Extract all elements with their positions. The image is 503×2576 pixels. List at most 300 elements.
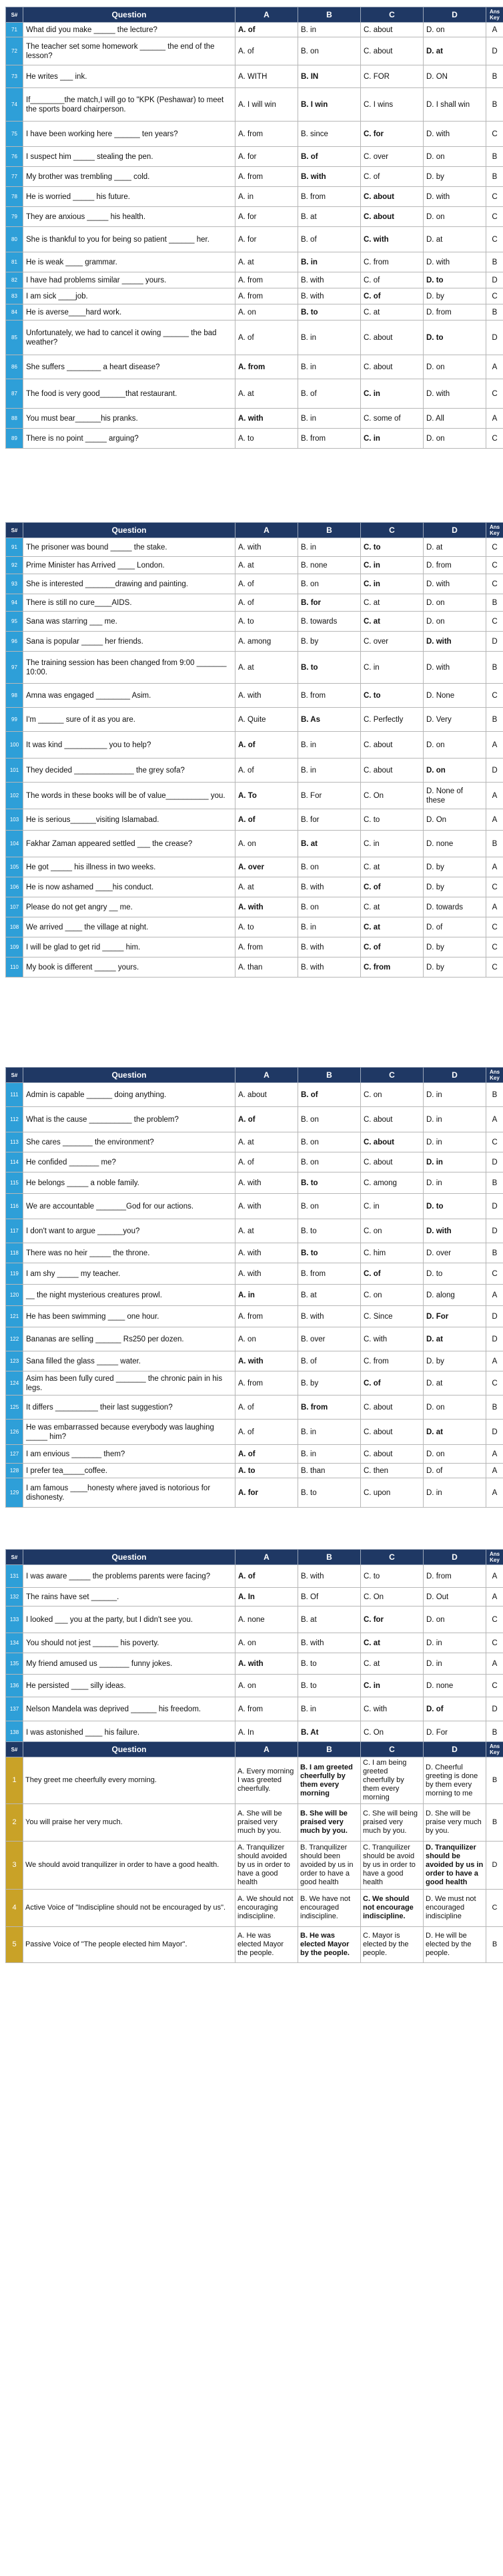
sn: 80	[6, 227, 23, 252]
option-d: D. by	[424, 877, 486, 897]
option-c: C. about	[361, 1152, 424, 1172]
table-row	[6, 1890, 503, 1927]
option-b: B. with	[298, 272, 361, 288]
answer-key: C	[486, 1890, 503, 1927]
table-row	[6, 1757, 503, 1804]
option-d: D. of	[424, 1697, 486, 1721]
answer-key: B	[486, 1083, 503, 1107]
sn: 131	[6, 1565, 23, 1588]
option-a: A. from	[235, 355, 298, 379]
option-b: B. with	[298, 1633, 361, 1653]
header-c: C	[361, 523, 424, 538]
option-b: B. in	[298, 1420, 361, 1445]
option-a: A. with	[235, 409, 298, 429]
option-d: D. at	[424, 1371, 486, 1396]
option-a: A. In	[235, 1588, 298, 1606]
option-d: D. with	[424, 632, 486, 652]
option-d: D. by	[424, 288, 486, 304]
question: She is interested _______drawing and painting.	[23, 574, 235, 594]
option-b: B. at	[298, 1285, 361, 1306]
answer-key: C	[486, 1371, 503, 1396]
option-a: A. from	[235, 1306, 298, 1327]
option-d: D. by	[424, 857, 486, 877]
option-b: B. on	[298, 574, 361, 594]
option-b: B. She will be praised very much by you.	[298, 1804, 361, 1842]
answer-key: C	[486, 122, 503, 147]
option-b: B. to	[298, 1219, 361, 1243]
option-a: A. on	[235, 831, 298, 857]
answer-key: B	[486, 147, 503, 167]
option-b: B. Tranquilizer should been avoided by us in order to have a good health	[298, 1842, 361, 1890]
mcq-section-3	[5, 1067, 499, 1508]
option-c: C. about	[361, 37, 424, 65]
option-d: D. Tranquilizer should be avoided by us in order to have a good health	[424, 1842, 486, 1890]
answer-key: C	[486, 1132, 503, 1152]
option-d: D. ON	[424, 65, 486, 88]
option-b: B. He was elected Mayor by the people.	[298, 1927, 361, 1963]
option-d: D. by	[424, 1351, 486, 1371]
option-a: A. at	[235, 252, 298, 272]
option-b: B. to	[298, 652, 361, 684]
answer-key: A	[486, 1478, 503, 1508]
option-c: C. in	[361, 831, 424, 857]
option-a: A. than	[235, 957, 298, 978]
option-b: B. IN	[298, 65, 361, 88]
option-a: A. of	[235, 732, 298, 759]
sn: 72	[6, 37, 23, 65]
table-row	[6, 877, 503, 897]
answer-key: C	[486, 1263, 503, 1285]
option-d: D. For	[424, 1306, 486, 1327]
sn: 119	[6, 1263, 23, 1285]
sn: 110	[6, 957, 23, 978]
option-c: C. him	[361, 1243, 424, 1263]
option-b: B. in	[298, 355, 361, 379]
table-row	[6, 1263, 503, 1285]
sn: 83	[6, 288, 23, 304]
option-c: C. in	[361, 1675, 424, 1697]
mcq-table	[5, 7, 503, 449]
question: Prime Minister has Arrived ____ London.	[23, 557, 235, 574]
answer-key: C	[486, 937, 503, 957]
question: I am envious _______ them?	[23, 1445, 235, 1464]
table-row	[6, 1243, 503, 1263]
sn: 125	[6, 1396, 23, 1420]
option-b: B. in	[298, 759, 361, 783]
table-row	[6, 379, 503, 409]
sn: 92	[6, 557, 23, 574]
table-row	[6, 809, 503, 831]
option-b: B. For	[298, 783, 361, 809]
option-c: C. in	[361, 1194, 424, 1219]
header-sn: S#	[6, 1550, 23, 1565]
option-c: C. with	[361, 227, 424, 252]
answer-key: B	[486, 831, 503, 857]
option-b: B. none	[298, 557, 361, 574]
table-row	[6, 429, 503, 449]
question: She is thankful to you for being so patient ______ her.	[23, 227, 235, 252]
sn: 100	[6, 732, 23, 759]
answer-key: B	[486, 1396, 503, 1420]
option-c: C. of	[361, 937, 424, 957]
option-a: A. to	[235, 429, 298, 449]
header-ans: Ans Key	[486, 7, 503, 23]
option-c: C. about	[361, 1107, 424, 1132]
option-b: B. Of	[298, 1588, 361, 1606]
sn: 91	[6, 538, 23, 557]
table-row	[6, 538, 503, 557]
option-a: A. to	[235, 612, 298, 632]
option-b: B. from	[298, 1396, 361, 1420]
question: Amna was engaged ________ Asim.	[23, 684, 235, 708]
option-d: D. from	[424, 1565, 486, 1588]
option-d: D. in	[424, 1653, 486, 1675]
option-d: D. at	[424, 227, 486, 252]
option-d: D. by	[424, 957, 486, 978]
option-c: C. I am being greeted cheerfully by them every morning	[361, 1757, 424, 1804]
answer-key: B	[486, 1243, 503, 1263]
sn: 95	[6, 612, 23, 632]
question: She cares _______ the environment?	[23, 1132, 235, 1152]
question: He persisted ____ silly ideas.	[23, 1675, 235, 1697]
option-b: B. At	[298, 1721, 361, 1744]
question: I looked ___ you at the party, but I didn't see you.	[23, 1606, 235, 1633]
table-row	[6, 917, 503, 937]
option-b: B. at	[298, 207, 361, 227]
option-a: A. Every morning I was greeted cheerfully.	[235, 1757, 298, 1804]
option-c: C. Since	[361, 1306, 424, 1327]
sn: 4	[6, 1890, 23, 1927]
answer-key: A	[486, 1565, 503, 1588]
option-a: A. Tranquilizer should avoided by us in order to have a good health	[235, 1842, 298, 1890]
answer-key: A	[486, 1464, 503, 1478]
option-b: B. at	[298, 1606, 361, 1633]
answer-key: A	[486, 783, 503, 809]
question: He was embarrassed because everybody was laughing _____ him?	[23, 1420, 235, 1445]
answer-key: D	[486, 37, 503, 65]
answer-key: C	[486, 207, 503, 227]
option-a: A. with	[235, 1194, 298, 1219]
question: You should not jest ______ his poverty.	[23, 1633, 235, 1653]
question: I am shy _____ my teacher.	[23, 1263, 235, 1285]
option-b: B. with	[298, 1306, 361, 1327]
option-c: C. from	[361, 1351, 424, 1371]
table-row	[6, 288, 503, 304]
question: I suspect him _____ stealing the pen.	[23, 147, 235, 167]
sn: 135	[6, 1653, 23, 1675]
question: We should avoid tranquilizer in order to have a good health.	[23, 1842, 235, 1890]
option-a: A. in	[235, 187, 298, 207]
header-ans: Ans Key	[486, 523, 503, 538]
sn: 99	[6, 708, 23, 732]
option-d: D. at	[424, 538, 486, 557]
sn: 88	[6, 409, 23, 429]
option-c: C. for	[361, 122, 424, 147]
question: He has been swimming ____ one hour.	[23, 1306, 235, 1327]
question: Fakhar Zaman appeared settled ___ the crease?	[23, 831, 235, 857]
option-d: D. We must not encouraged indiscipline	[424, 1890, 486, 1927]
question: There was no heir _____ the throne.	[23, 1243, 235, 1263]
question: I'm ______ sure of it as you are.	[23, 708, 235, 732]
option-a: A. with	[235, 1263, 298, 1285]
option-a: A. from	[235, 272, 298, 288]
option-a: A. with	[235, 1172, 298, 1194]
option-b: B. We have not encouraged indiscipline.	[298, 1890, 361, 1927]
question: Sana is popular _____ her friends.	[23, 632, 235, 652]
question: Asim has been fully cured _______ the chronic pain in his legs.	[23, 1371, 235, 1396]
answer-key: D	[486, 1327, 503, 1351]
table-row	[6, 1478, 503, 1508]
answer-key: D	[486, 272, 503, 288]
option-a: A. of	[235, 37, 298, 65]
table-row	[6, 252, 503, 272]
option-c: C. about	[361, 1420, 424, 1445]
sn: 84	[6, 304, 23, 320]
option-b: B. of	[298, 1083, 361, 1107]
answer-key: A	[486, 1285, 503, 1306]
option-a: A. on	[235, 1675, 298, 1697]
header-a: A	[235, 1550, 298, 1565]
option-c: C. on	[361, 1219, 424, 1243]
sn: 136	[6, 1675, 23, 1697]
answer-key: A	[486, 409, 503, 429]
sn: 115	[6, 1172, 23, 1194]
table-row	[6, 1804, 503, 1842]
option-d: D. to	[424, 272, 486, 288]
sn: 97	[6, 652, 23, 684]
answer-key: B	[486, 1804, 503, 1842]
option-a: A. In	[235, 1721, 298, 1744]
option-b: B. in	[298, 1445, 361, 1464]
option-d: D. over	[424, 1243, 486, 1263]
option-b: B. for	[298, 594, 361, 612]
option-d: D. along	[424, 1285, 486, 1306]
option-d: D. He will be elected by the people.	[424, 1927, 486, 1963]
option-b: B. over	[298, 1327, 361, 1351]
option-b: B. than	[298, 1464, 361, 1478]
option-d: D. in	[424, 1172, 486, 1194]
table-row	[6, 574, 503, 594]
table-row	[6, 1675, 503, 1697]
table-row	[6, 355, 503, 379]
option-d: D. by	[424, 937, 486, 957]
option-d: D. Very	[424, 708, 486, 732]
table-row	[6, 37, 503, 65]
table-row	[6, 272, 503, 288]
sn: 105	[6, 857, 23, 877]
table-row	[6, 1633, 503, 1653]
option-a: A. of	[235, 1445, 298, 1464]
option-c: C. with	[361, 1697, 424, 1721]
header-c: C	[361, 1742, 424, 1757]
option-b: B. from	[298, 684, 361, 708]
table-row	[6, 147, 503, 167]
option-c: C. on	[361, 1285, 424, 1306]
option-d: D. in	[424, 1478, 486, 1508]
option-c: C. from	[361, 252, 424, 272]
header-d: D	[424, 1068, 486, 1083]
sn: 87	[6, 379, 23, 409]
answer-key: A	[486, 1445, 503, 1464]
option-d: D. on	[424, 594, 486, 612]
option-c: C. Tranquilizer should be avoid by us in order to have a good health	[361, 1842, 424, 1890]
question: Sana was starring ___ me.	[23, 612, 235, 632]
option-a: A. I will win	[235, 88, 298, 122]
question: He confided _______ me?	[23, 1152, 235, 1172]
option-c: C. at	[361, 594, 424, 612]
option-b: B. to	[298, 304, 361, 320]
option-c: C. on	[361, 1083, 424, 1107]
question: I have been working here ______ ten years?	[23, 122, 235, 147]
answer-key: B	[486, 1927, 503, 1963]
question: He is worried _____ his future.	[23, 187, 235, 207]
option-c: C. of	[361, 877, 424, 897]
option-b: B. at	[298, 831, 361, 857]
option-b: B. to	[298, 1675, 361, 1697]
question: She suffers ________ a heart disease?	[23, 355, 235, 379]
header-question: Question	[23, 523, 235, 538]
option-a: A. To	[235, 783, 298, 809]
sn: 112	[6, 1107, 23, 1132]
option-b: B. with	[298, 167, 361, 187]
option-c: C. upon	[361, 1478, 424, 1508]
question: There is still no cure____AIDS.	[23, 594, 235, 612]
answer-key: A	[486, 857, 503, 877]
option-b: B. of	[298, 147, 361, 167]
answer-key: A	[486, 897, 503, 917]
option-a: A. about	[235, 1083, 298, 1107]
option-c: C. Mayor is elected by the people.	[361, 1927, 424, 1963]
option-a: A. WITH	[235, 65, 298, 88]
header-ans: Ans Key	[486, 1550, 503, 1565]
question: He got _____ his illness in two weeks.	[23, 857, 235, 877]
table-row	[6, 227, 503, 252]
table-row	[6, 1371, 503, 1396]
option-c: C. at	[361, 917, 424, 937]
option-a: A. with	[235, 538, 298, 557]
answer-key: A	[486, 1588, 503, 1606]
option-d: D. on	[424, 1606, 486, 1633]
option-a: A. He was elected Mayor the people.	[235, 1927, 298, 1963]
option-b: B. with	[298, 1565, 361, 1588]
option-c: C. for	[361, 1606, 424, 1633]
answer-key: C	[486, 684, 503, 708]
sn: 106	[6, 877, 23, 897]
question: The prisoner was bound _____ the stake.	[23, 538, 235, 557]
table-header-row	[6, 1742, 503, 1757]
option-a: A. none	[235, 1606, 298, 1633]
option-a: A. of	[235, 809, 298, 831]
option-a: A. at	[235, 877, 298, 897]
sn: 123	[6, 1351, 23, 1371]
option-d: D. by	[424, 167, 486, 187]
option-d: D. in	[424, 1083, 486, 1107]
option-c: C. at	[361, 897, 424, 917]
option-d: D. with	[424, 252, 486, 272]
option-b: B. I win	[298, 88, 361, 122]
sn: 102	[6, 783, 23, 809]
sn: 104	[6, 831, 23, 857]
question: I was aware _____ the problems parents were facing?	[23, 1565, 235, 1588]
answer-key: D	[486, 759, 503, 783]
sn: 114	[6, 1152, 23, 1172]
table-row	[6, 1327, 503, 1351]
sn: 101	[6, 759, 23, 783]
option-a: A. over	[235, 857, 298, 877]
question: You will praise her very much.	[23, 1804, 235, 1842]
option-d: D. She will be praise very much by you.	[424, 1804, 486, 1842]
option-a: A. of	[235, 594, 298, 612]
option-c: C. We should not encourage indiscipline.	[361, 1890, 424, 1927]
table-header-row	[6, 7, 503, 23]
header-question: Question	[23, 1550, 235, 1565]
header-a: A	[235, 1068, 298, 1083]
mcq-section-5-voice	[5, 1741, 499, 1963]
table-row	[6, 831, 503, 857]
sn: 98	[6, 684, 23, 708]
option-a: A. at	[235, 1132, 298, 1152]
header-d: D	[424, 7, 486, 23]
question: The training session has been changed from 9:00 _______ 10:00.	[23, 652, 235, 684]
question: I prefer tea_____coffee.	[23, 1464, 235, 1478]
header-b: B	[298, 7, 361, 23]
option-a: A. at	[235, 379, 298, 409]
option-d: D. with	[424, 1219, 486, 1243]
question: Nelson Mandela was deprived ______ his freedom.	[23, 1697, 235, 1721]
option-c: C. among	[361, 1172, 424, 1194]
sn: 120	[6, 1285, 23, 1306]
table-row	[6, 409, 503, 429]
sn: 82	[6, 272, 23, 288]
option-d: D. towards	[424, 897, 486, 917]
answer-key: B	[486, 1721, 503, 1744]
option-a: A. among	[235, 632, 298, 652]
mcq-table	[5, 1549, 503, 1744]
sn: 79	[6, 207, 23, 227]
table-header-row	[6, 523, 503, 538]
header-question: Question	[23, 1068, 235, 1083]
option-c: C. She will being praised very much by you.	[361, 1804, 424, 1842]
table-row	[6, 1927, 503, 1963]
table-row	[6, 732, 503, 759]
sn: 77	[6, 167, 23, 187]
header-c: C	[361, 7, 424, 23]
table-row	[6, 783, 503, 809]
option-b: B. in	[298, 23, 361, 37]
question: If________the match,I will go to "KPK (Peshawar) to meet the sports board chairperson.	[23, 88, 235, 122]
header-d: D	[424, 1742, 486, 1757]
option-c: C. FOR	[361, 65, 424, 88]
option-c: C. in	[361, 574, 424, 594]
table-row	[6, 320, 503, 355]
header-sn: S#	[6, 1742, 23, 1757]
option-d: D. to	[424, 1194, 486, 1219]
option-a: A. from	[235, 122, 298, 147]
header-ans: Ans Key	[486, 1742, 503, 1757]
sn: 109	[6, 937, 23, 957]
option-b: B. of	[298, 227, 361, 252]
sn: 103	[6, 809, 23, 831]
option-b: B. I am greeted cheerfully by them every morning	[298, 1757, 361, 1804]
sn: 121	[6, 1306, 23, 1327]
option-b: B. from	[298, 1263, 361, 1285]
answer-key: C	[486, 557, 503, 574]
header-d: D	[424, 1550, 486, 1565]
option-b: B. in	[298, 917, 361, 937]
table-row	[6, 187, 503, 207]
option-a: A. with	[235, 897, 298, 917]
question: He writes ___ ink.	[23, 65, 235, 88]
